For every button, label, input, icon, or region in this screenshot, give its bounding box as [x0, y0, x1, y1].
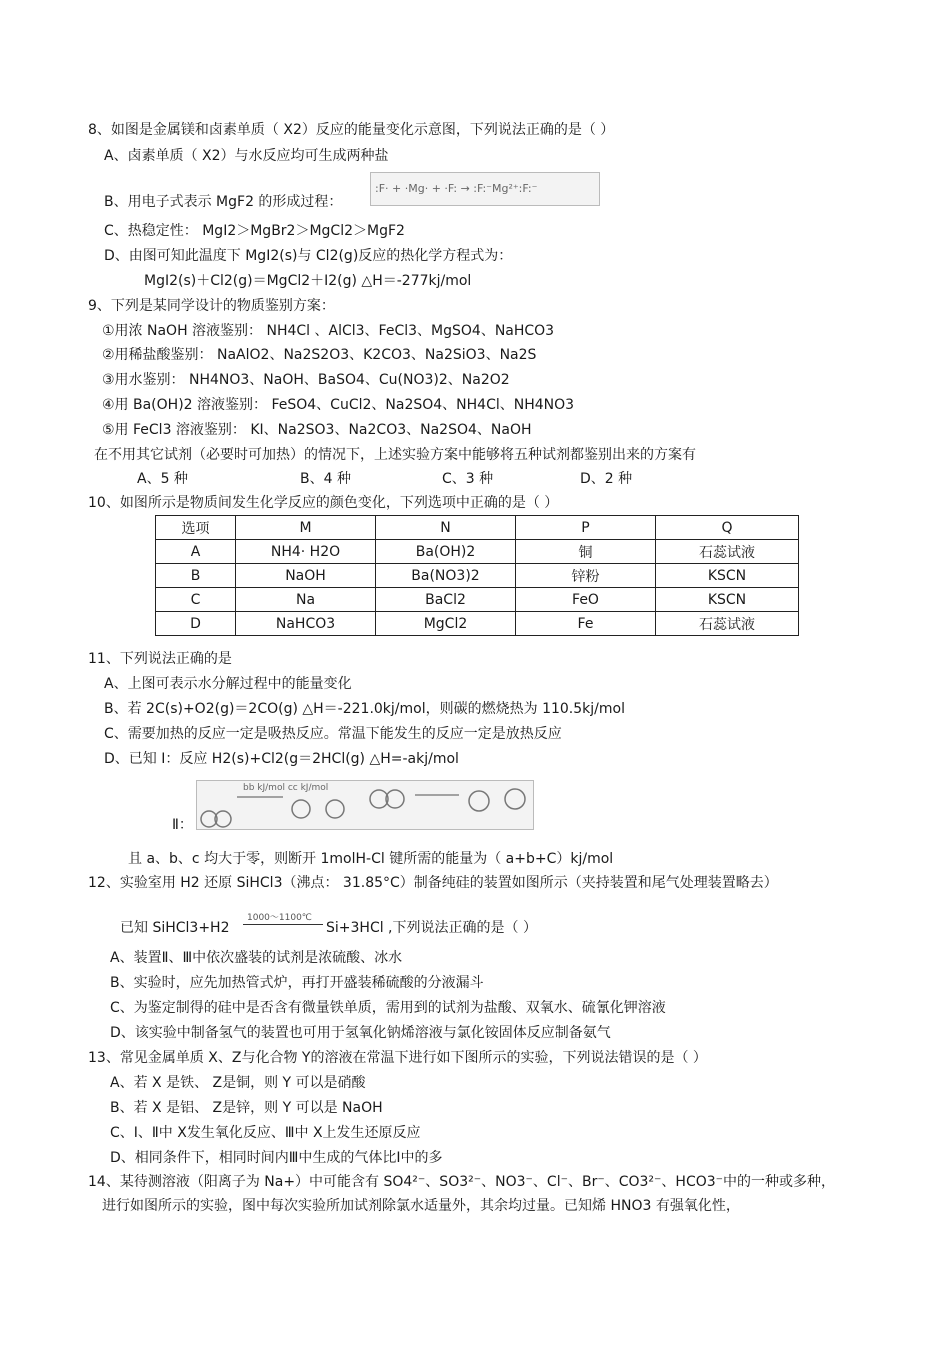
- table-header-cell: Q: [656, 516, 799, 540]
- table-cell: A: [156, 540, 236, 564]
- table-cell: D: [156, 612, 236, 636]
- table-cell: 石蕊试液: [656, 540, 799, 564]
- table-cell: C: [156, 588, 236, 612]
- table-header-row: [156, 516, 799, 540]
- table-row: [156, 540, 799, 564]
- q9-item-4: ④用 Ba(OH)2 溶液鉴别： FeSO4、CuCl2、Na2SO4、NH4Cl、NH4NO3: [102, 397, 575, 413]
- q11-bond-energy-image: [196, 780, 534, 830]
- q11-ii-label: Ⅱ：: [172, 817, 193, 833]
- q13-option-c: C、Ⅰ、Ⅱ中 X发生氧化反应、Ⅲ中 X上发生还原反应: [110, 1125, 421, 1141]
- table-cell: KSCN: [656, 588, 799, 612]
- table-cell: 石蕊试液: [656, 612, 799, 636]
- q11-tail: 且 a、b、c 均大于零，则断开 1molH-Cl 键所需的能量为（ a+b+C）kj/mol: [128, 851, 614, 867]
- table-cell: 锌粉: [516, 564, 656, 588]
- q9-stem: 9、下列是某同学设计的物质鉴别方案：: [88, 298, 335, 314]
- table-header-cell: P: [516, 516, 656, 540]
- q9-item-3: ③用水鉴别： NH4NO3、NaOH、BaSO4、Cu(NO3)2、Na2O2: [102, 372, 510, 388]
- q13-option-d: D、相同条件下，相同时间内Ⅲ中生成的气体比Ⅰ中的多: [110, 1150, 443, 1166]
- q13-option-b: B、若 X 是铝、 Z是锌，则 Y 可以是 NaOH: [110, 1100, 383, 1116]
- q9-item-1: ①用浓 NaOH 溶液鉴别： NH4Cl 、AlCl3、FeCl3、MgSO4、NaHCO3: [102, 323, 555, 339]
- q8-option-c: C、热稳定性： MgI2＞MgBr2＞MgCl2＞MgF2: [104, 223, 405, 239]
- q12-option-b: B、实验时，应先加热管式炉，再打开盛装稀硫酸的分液漏斗: [110, 975, 484, 991]
- q12-option-c: C、为鉴定制得的硅中是否含有微量铁单质，需用到的试剂为盐酸、双氧水、硫氰化钾溶液: [110, 1000, 666, 1016]
- q14-line-1: 14、某待测溶液（阳离子为 Na+）中可能含有 SO4²⁻、SO3²⁻、NO3⁻、Cl⁻、Br⁻、CO3²⁻、HCO3⁻中的一种或多种，: [88, 1174, 836, 1190]
- q12-stem: 12、实验室用 H2 还原 SiHCl3（沸点： 31.85°C）制备纯硅的装置如图所示（夹持装置和尾气处理装置略去）: [88, 875, 778, 891]
- table-cell: 铜: [516, 540, 656, 564]
- table-cell: BaCl2: [376, 588, 516, 612]
- q13-option-a: A、若 X 是铁、 Z是铜，则 Y 可以是硝酸: [110, 1075, 366, 1091]
- table-header-cell: M: [236, 516, 376, 540]
- mgf2-formation-text: :F· + ·Mg· + ·F: → :F:⁻Mg²⁺:F:⁻: [375, 182, 538, 195]
- q8-option-d-equation: MgI2(s)＋Cl2(g)＝MgCl2＋I2(g) △H＝-277kj/mol: [144, 273, 472, 289]
- table-row: [156, 588, 799, 612]
- table-row: [156, 564, 799, 588]
- q11-option-b: B、若 2C(s)+O2(g)＝2CO(g) △H＝-221.0kj/mol，则碳的燃烧热为 110.5kj/mol: [104, 701, 625, 717]
- q10-stem: 10、如图所示是物质间发生化学反应的颜色变化，下列选项中正确的是（ ）: [88, 495, 559, 511]
- q11-option-d: D、已知 Ⅰ：反应 H2(s)+Cl2(g＝2HCl(g) △H=-akj/mol: [104, 751, 459, 767]
- q9-item-5: ⑤用 FeCl3 溶液鉴别： KI、Na2SO3、Na2CO3、Na2SO4、NaOH: [102, 422, 532, 438]
- q9-option-b: B、4 种: [300, 471, 351, 487]
- q11-option-c: C、需要加热的反应一定是吸热反应。常温下能发生的反应一定是放热反应: [104, 726, 562, 742]
- q9-option-d: D、2 种: [580, 471, 633, 487]
- q12-known-right: Si+3HCl ,下列说法正确的是（ ）: [326, 920, 537, 936]
- q8-option-b: B、用电子式表示 MgF2 的形成过程：: [104, 194, 343, 210]
- table-header-cell: N: [376, 516, 516, 540]
- table-cell: NaHCO3: [236, 612, 376, 636]
- table-cell: FeO: [516, 588, 656, 612]
- q12-option-a: A、装置Ⅱ、Ⅲ中依次盛装的试剂是浓硫酸、冰水: [110, 950, 403, 966]
- table-cell: Fe: [516, 612, 656, 636]
- table-cell: Na: [236, 588, 376, 612]
- table-cell: NaOH: [236, 564, 376, 588]
- q9-item-2: ②用稀盐酸鉴别： NaAlO2、Na2S2O3、K2CO3、Na2SiO3、Na2S: [102, 347, 537, 363]
- arrow-line: [243, 924, 323, 925]
- table-cell: MgCl2: [376, 612, 516, 636]
- q11-diagram-label: bb kJ/mol cc kJ/mol: [243, 783, 329, 793]
- table-cell: Ba(NO3)2: [376, 564, 516, 588]
- q11-stem: 11、下列说法正确的是: [88, 651, 232, 667]
- table-cell: KSCN: [656, 564, 799, 588]
- q8-option-a: A、卤素单质（ X2）与水反应均可生成两种盐: [104, 148, 389, 164]
- q9-option-c: C、3 种: [442, 471, 494, 487]
- q11-option-a: A、上图可表示水分解过程中的能量变化: [104, 676, 352, 692]
- q10-table: [155, 515, 799, 636]
- q8-option-d: D、由图可知此温度下 MgI2(s)与 Cl2(g)反应的热化学方程式为：: [104, 248, 513, 264]
- table-cell: NH4· H2O: [236, 540, 376, 564]
- reaction-condition: 1000～1100℃: [247, 913, 312, 923]
- reaction-arrow: [243, 910, 323, 944]
- table-cell: Ba(OH)2: [376, 540, 516, 564]
- q12-option-d: D、该实验中制备氢气的装置也可用于氢氧化钠烯溶液与氯化铵固体反应制备氨气: [110, 1025, 611, 1041]
- table-cell: B: [156, 564, 236, 588]
- q8-stem: 8、如图是金属镁和卤素单质（ X2）反应的能量变化示意图，下列说法正确的是（ ）: [88, 122, 615, 138]
- table-header-cell: 选项: [156, 516, 236, 540]
- q12-known-left: 已知 SiHCl3+H2: [120, 920, 230, 936]
- q9-question: 在不用其它试剂（必要时可加热）的情况下，上述实验方案中能够将五种试剂都鉴别出来的方案有: [94, 447, 696, 463]
- q13-stem: 13、常见金属单质 X、Z与化合物 Y的溶液在常温下进行如下图所示的实验，下列说法错误的是（ ）: [88, 1050, 707, 1066]
- mgf2-formation-image: [370, 172, 600, 206]
- q9-option-a: A、5 种: [137, 471, 188, 487]
- q14-line-2: 进行如图所示的实验，图中每次实验所加试剂除氯水适量外，其余均过量。已知烯 HNO3 有强氧化性，: [102, 1198, 740, 1214]
- table-row: [156, 612, 799, 636]
